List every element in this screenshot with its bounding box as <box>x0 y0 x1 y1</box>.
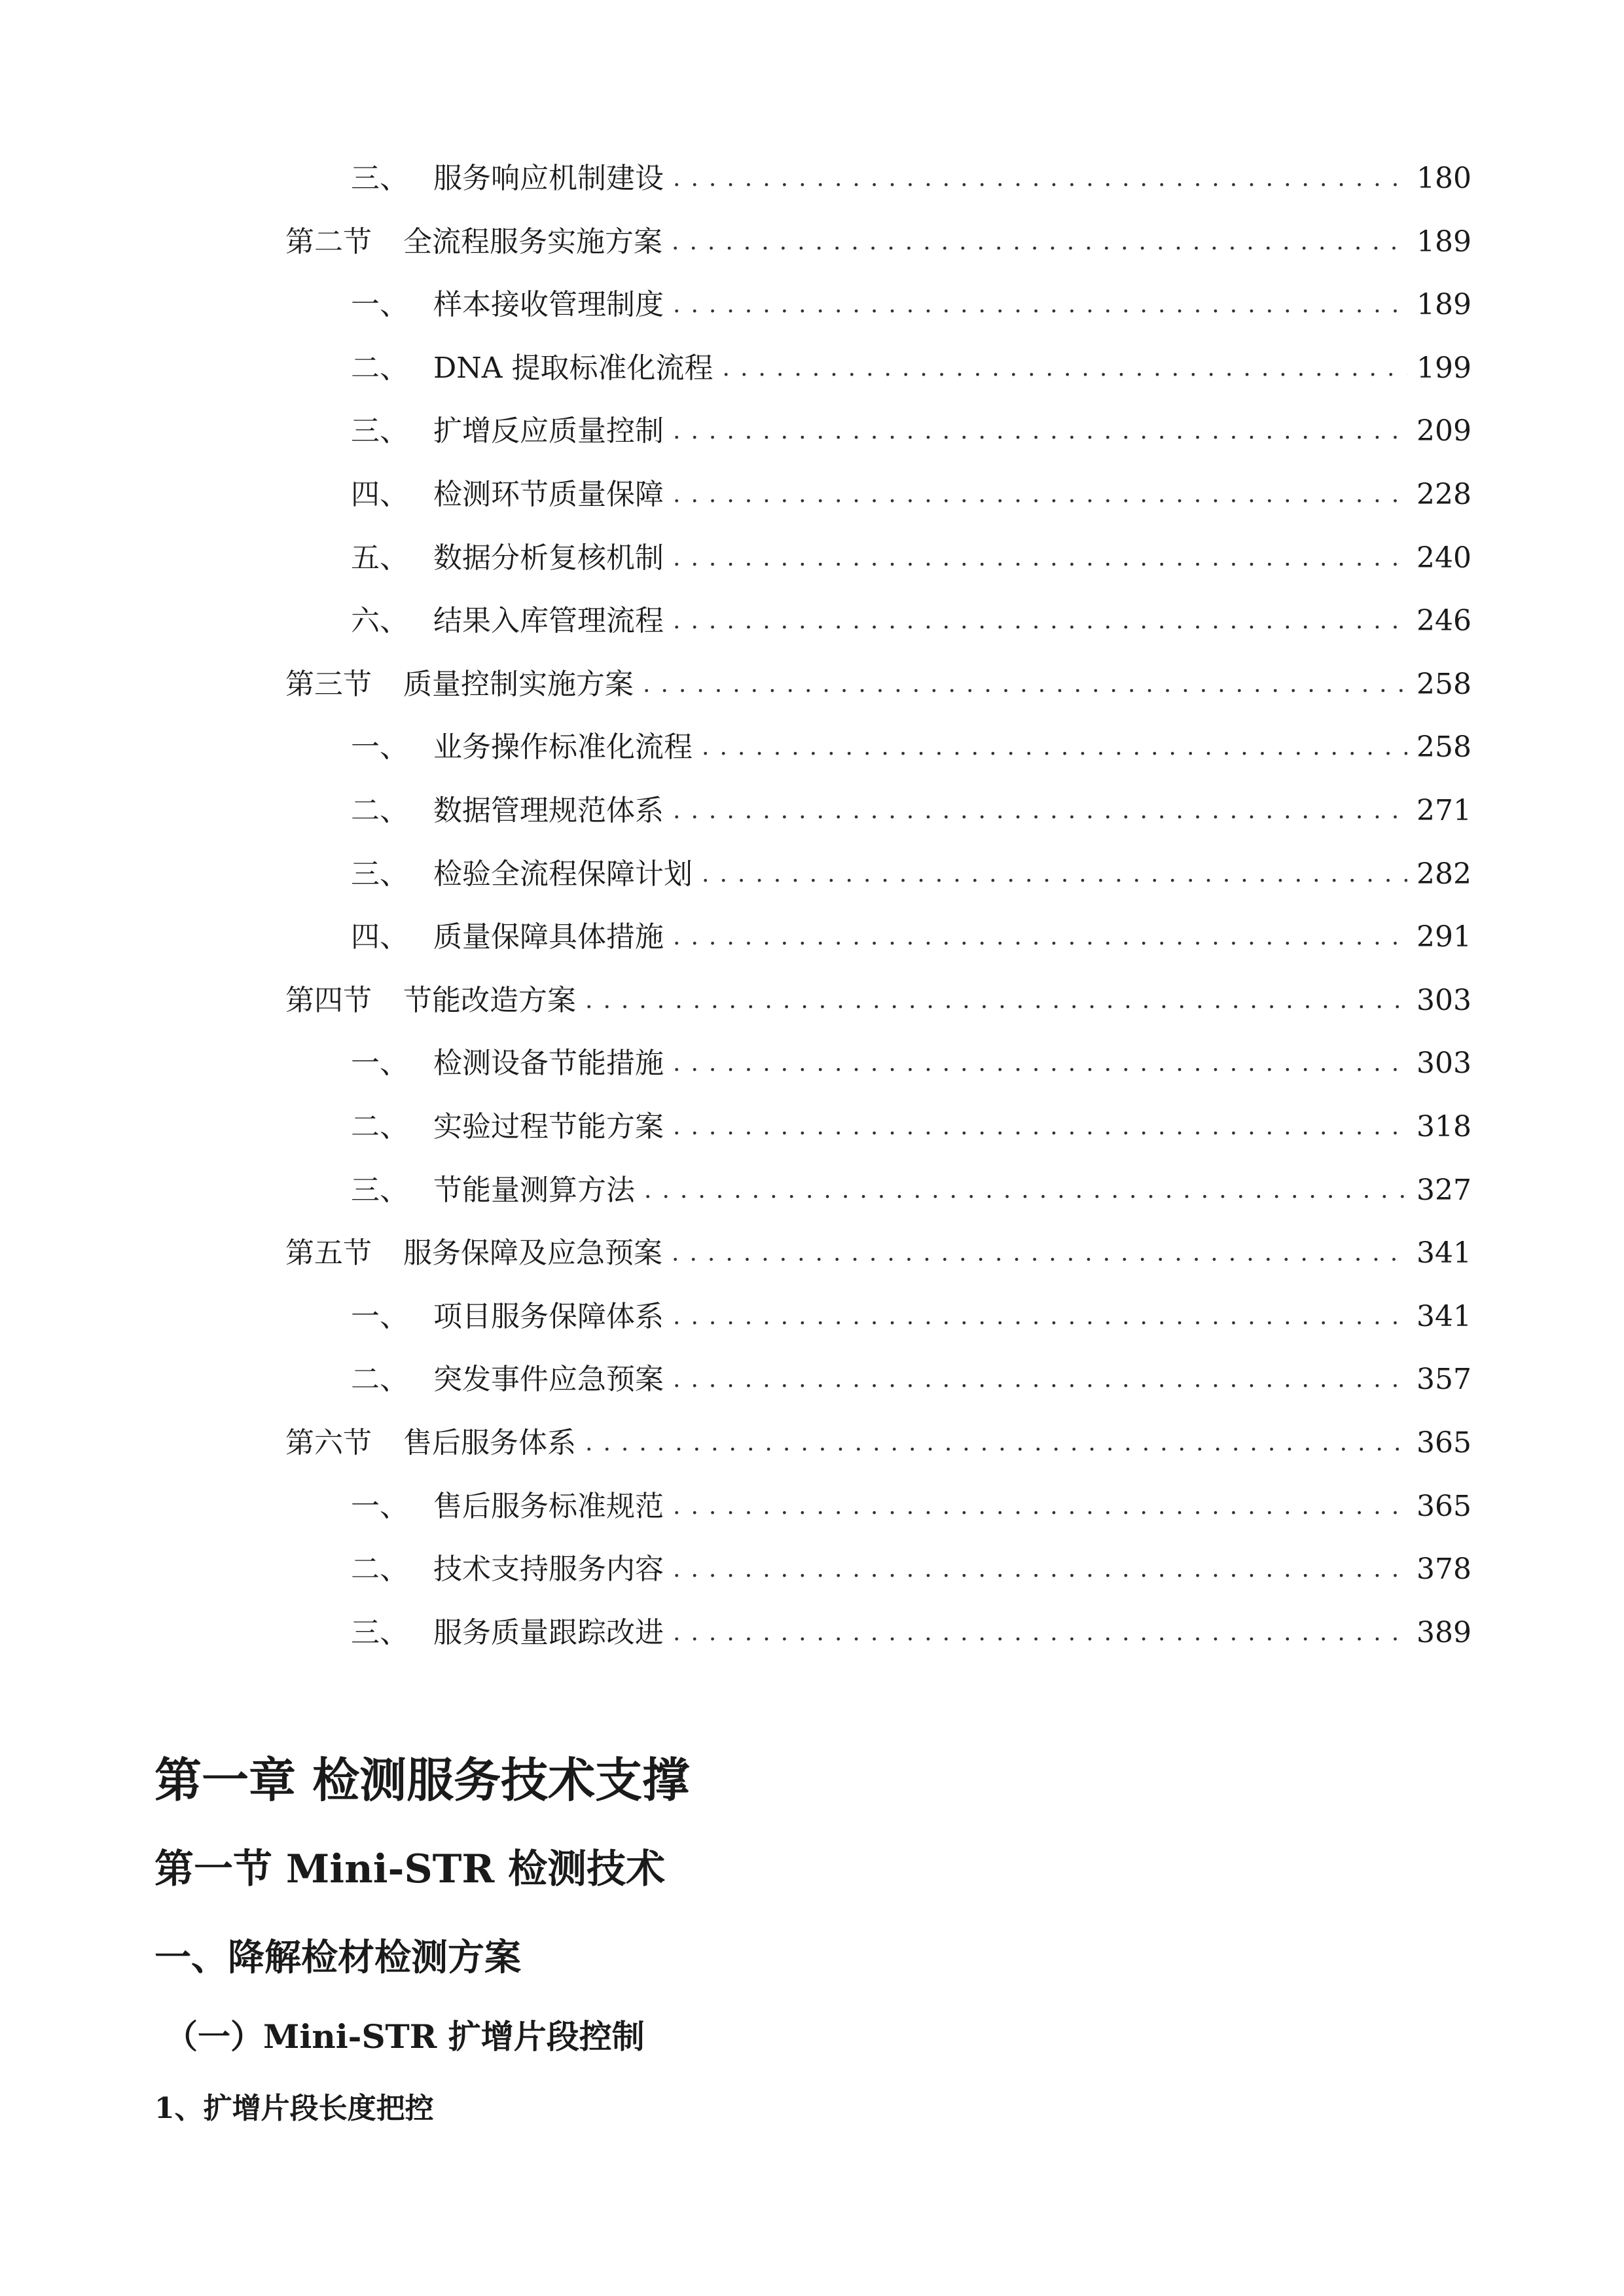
toc-entry-title: 全流程服务实施方案 <box>403 224 662 259</box>
toc-dot-leader <box>673 293 1407 317</box>
toc-dot-leader <box>585 1431 1407 1455</box>
toc-dot-leader <box>673 609 1407 633</box>
toc-entry-title: DNA 提取标准化流程 <box>433 351 713 385</box>
sub-heading: 一、降解检材检测方案 <box>154 1936 521 1979</box>
toc-entry-title: 检测环节质量保障 <box>433 478 664 511</box>
toc-entry-page-number: 189 <box>1416 288 1471 322</box>
item-heading: 1、扩增片段长度把控 <box>154 2092 434 2125</box>
toc-entry-page-number: 389 <box>1416 1615 1471 1649</box>
toc-entry-title: 服务质量跟踪改进 <box>433 1615 664 1649</box>
toc-entry-title: 节能改造方案 <box>403 983 576 1017</box>
toc-entry[interactable] <box>285 1222 1471 1268</box>
toc-dot-leader <box>723 357 1407 380</box>
toc-entry-title: 结果入库管理流程 <box>433 604 664 638</box>
toc-entry[interactable] <box>351 843 1471 889</box>
toc-entry[interactable] <box>285 1412 1471 1458</box>
toc-entry-page-number: 357 <box>1416 1363 1471 1397</box>
toc-dot-leader <box>673 1621 1407 1645</box>
toc-entry-page-number: 189 <box>1416 224 1471 259</box>
toc-entry-number: 一、 <box>351 1489 408 1523</box>
toc-entry-title: 数据分析复核机制 <box>433 541 664 575</box>
toc-entry-page-number: 282 <box>1416 857 1471 891</box>
toc-entry-number: 三、 <box>351 857 408 891</box>
toc-entry[interactable] <box>351 1159 1471 1205</box>
toc-entry[interactable] <box>285 969 1471 1015</box>
toc-entry-number: 三、 <box>351 1615 408 1649</box>
toc-entry-page-number: 209 <box>1416 414 1471 448</box>
toc-dot-leader <box>672 1242 1407 1265</box>
toc-entry-title: 扩增反应质量控制 <box>433 414 664 448</box>
toc-entry[interactable] <box>351 527 1471 573</box>
toc-entry-title: 售后服务体系 <box>403 1426 576 1460</box>
toc-entry-number: 一、 <box>351 730 408 764</box>
chapter-heading: 第一章 检测服务技术支撑 <box>154 1752 690 1808</box>
toc-entry-title: 检验全流程保障计划 <box>433 857 693 891</box>
toc-entry[interactable] <box>351 1096 1471 1141</box>
toc-entry-title: 节能量测算方法 <box>433 1173 635 1207</box>
toc-dot-leader <box>644 1179 1407 1202</box>
toc-entry-number: 三、 <box>351 1173 408 1207</box>
toc-entry-page-number: 365 <box>1416 1489 1471 1523</box>
toc-entry[interactable] <box>351 780 1471 825</box>
toc-entry[interactable] <box>285 211 1471 257</box>
toc-entry[interactable] <box>351 906 1471 952</box>
toc-entry-title: 服务保障及应急预案 <box>403 1236 662 1270</box>
toc-entry-page-number: 303 <box>1416 1047 1471 1081</box>
toc-entry[interactable] <box>351 400 1471 446</box>
toc-dot-leader <box>672 230 1407 254</box>
toc-entry-number: 第二节 <box>285 224 372 259</box>
toc-entry-number: 四、 <box>351 478 408 511</box>
toc-entry-page-number: 303 <box>1416 983 1471 1017</box>
toc-entry-page-number: 258 <box>1416 667 1471 701</box>
toc-entry-number: 第四节 <box>285 983 372 1017</box>
toc-entry-title: 数据管理规范体系 <box>433 794 664 827</box>
toc-entry[interactable] <box>351 274 1471 322</box>
toc-entry-page-number: 365 <box>1416 1426 1471 1460</box>
toc-entry-title: 服务响应机制建设 <box>433 162 664 195</box>
toc-entry-number: 五、 <box>351 541 408 575</box>
toc-entry-title: 项目服务保障体系 <box>433 1299 664 1333</box>
toc-entry-number: 六、 <box>351 604 408 638</box>
toc-entry[interactable] <box>351 1348 1471 1397</box>
toc-entry[interactable] <box>285 653 1471 699</box>
toc-entry-number: 第六节 <box>285 1426 372 1460</box>
toc-entry-page-number: 327 <box>1416 1173 1471 1207</box>
subsub-heading: （一）Mini-STR 扩增片段控制 <box>165 2017 645 2056</box>
toc-entry[interactable] <box>351 1475 1471 1521</box>
toc-entry-title: 突发事件应急预案 <box>433 1363 664 1397</box>
toc-dot-leader <box>585 989 1407 1013</box>
toc-entry-title: 样本接收管理制度 <box>433 288 664 322</box>
toc-dot-leader <box>673 1052 1407 1075</box>
toc-entry-number: 第五节 <box>285 1236 372 1270</box>
toc-entry-page-number: 246 <box>1416 604 1471 638</box>
toc-entry-number: 三、 <box>351 162 408 195</box>
toc-entry-title: 业务操作标准化流程 <box>433 730 693 764</box>
toc-dot-leader <box>702 863 1407 886</box>
toc-dot-leader <box>673 1495 1407 1518</box>
toc-entry-page-number: 180 <box>1416 162 1471 195</box>
section-heading: 第一节 Mini-STR 检测技术 <box>154 1846 666 1892</box>
toc-entry-number: 一、 <box>351 288 408 322</box>
toc-entry[interactable] <box>351 716 1471 762</box>
toc-entry-title: 质量保障具体措施 <box>433 920 664 954</box>
toc-entry-page-number: 378 <box>1416 1552 1471 1587</box>
toc-entry-page-number: 258 <box>1416 730 1471 764</box>
toc-entry-number: 一、 <box>351 1047 408 1081</box>
toc-entry-page-number: 240 <box>1416 541 1471 575</box>
toc-entry-number: 二、 <box>351 351 408 385</box>
toc-entry-page-number: 291 <box>1416 920 1471 954</box>
toc-entry-title: 技术支持服务内容 <box>433 1552 664 1587</box>
toc-dot-leader <box>673 925 1407 949</box>
toc-dot-leader <box>643 673 1407 696</box>
toc-dot-leader <box>673 1305 1407 1329</box>
toc-entry-title: 实验过程节能方案 <box>433 1110 664 1143</box>
toc-entry[interactable] <box>351 1032 1471 1081</box>
toc-entry-number: 二、 <box>351 1110 408 1143</box>
toc-entry-title: 质量控制实施方案 <box>403 667 634 701</box>
toc-entry-page-number: 318 <box>1416 1110 1471 1143</box>
toc-entry[interactable] <box>351 590 1471 636</box>
toc-dot-leader <box>673 1368 1407 1391</box>
toc-entry-number: 二、 <box>351 1363 408 1397</box>
toc-entry-number: 四、 <box>351 920 408 954</box>
toc-entry[interactable] <box>351 1285 1471 1331</box>
toc-entry-number: 三、 <box>351 414 408 448</box>
toc-entry-title: 售后服务标准规范 <box>433 1489 664 1523</box>
toc-entry-page-number: 341 <box>1416 1299 1471 1333</box>
toc-entry[interactable] <box>351 1538 1471 1587</box>
toc-entry-title: 检测设备节能措施 <box>433 1047 664 1081</box>
toc-entry-number: 一、 <box>351 1299 408 1333</box>
toc-dot-leader <box>673 799 1407 823</box>
toc-dot-leader <box>673 547 1407 570</box>
toc-dot-leader <box>673 167 1407 190</box>
toc-entry[interactable] <box>351 1602 1471 1647</box>
toc-dot-leader <box>673 1115 1407 1139</box>
toc-entry-number: 二、 <box>351 794 408 827</box>
toc-dot-leader <box>673 420 1407 443</box>
toc-entry-page-number: 228 <box>1416 478 1471 511</box>
toc-entry-page-number: 341 <box>1416 1236 1471 1270</box>
toc-entry-page-number: 271 <box>1416 794 1471 827</box>
toc-entry-number: 第三节 <box>285 667 372 701</box>
toc-entry[interactable] <box>351 337 1471 383</box>
toc-entry[interactable] <box>351 463 1471 509</box>
toc-dot-leader <box>702 736 1407 759</box>
toc-entry[interactable] <box>351 147 1471 193</box>
toc-entry-page-number: 199 <box>1416 351 1471 385</box>
toc-dot-leader <box>673 483 1407 507</box>
toc-entry-number: 二、 <box>351 1552 408 1587</box>
toc-dot-leader <box>673 1558 1407 1581</box>
